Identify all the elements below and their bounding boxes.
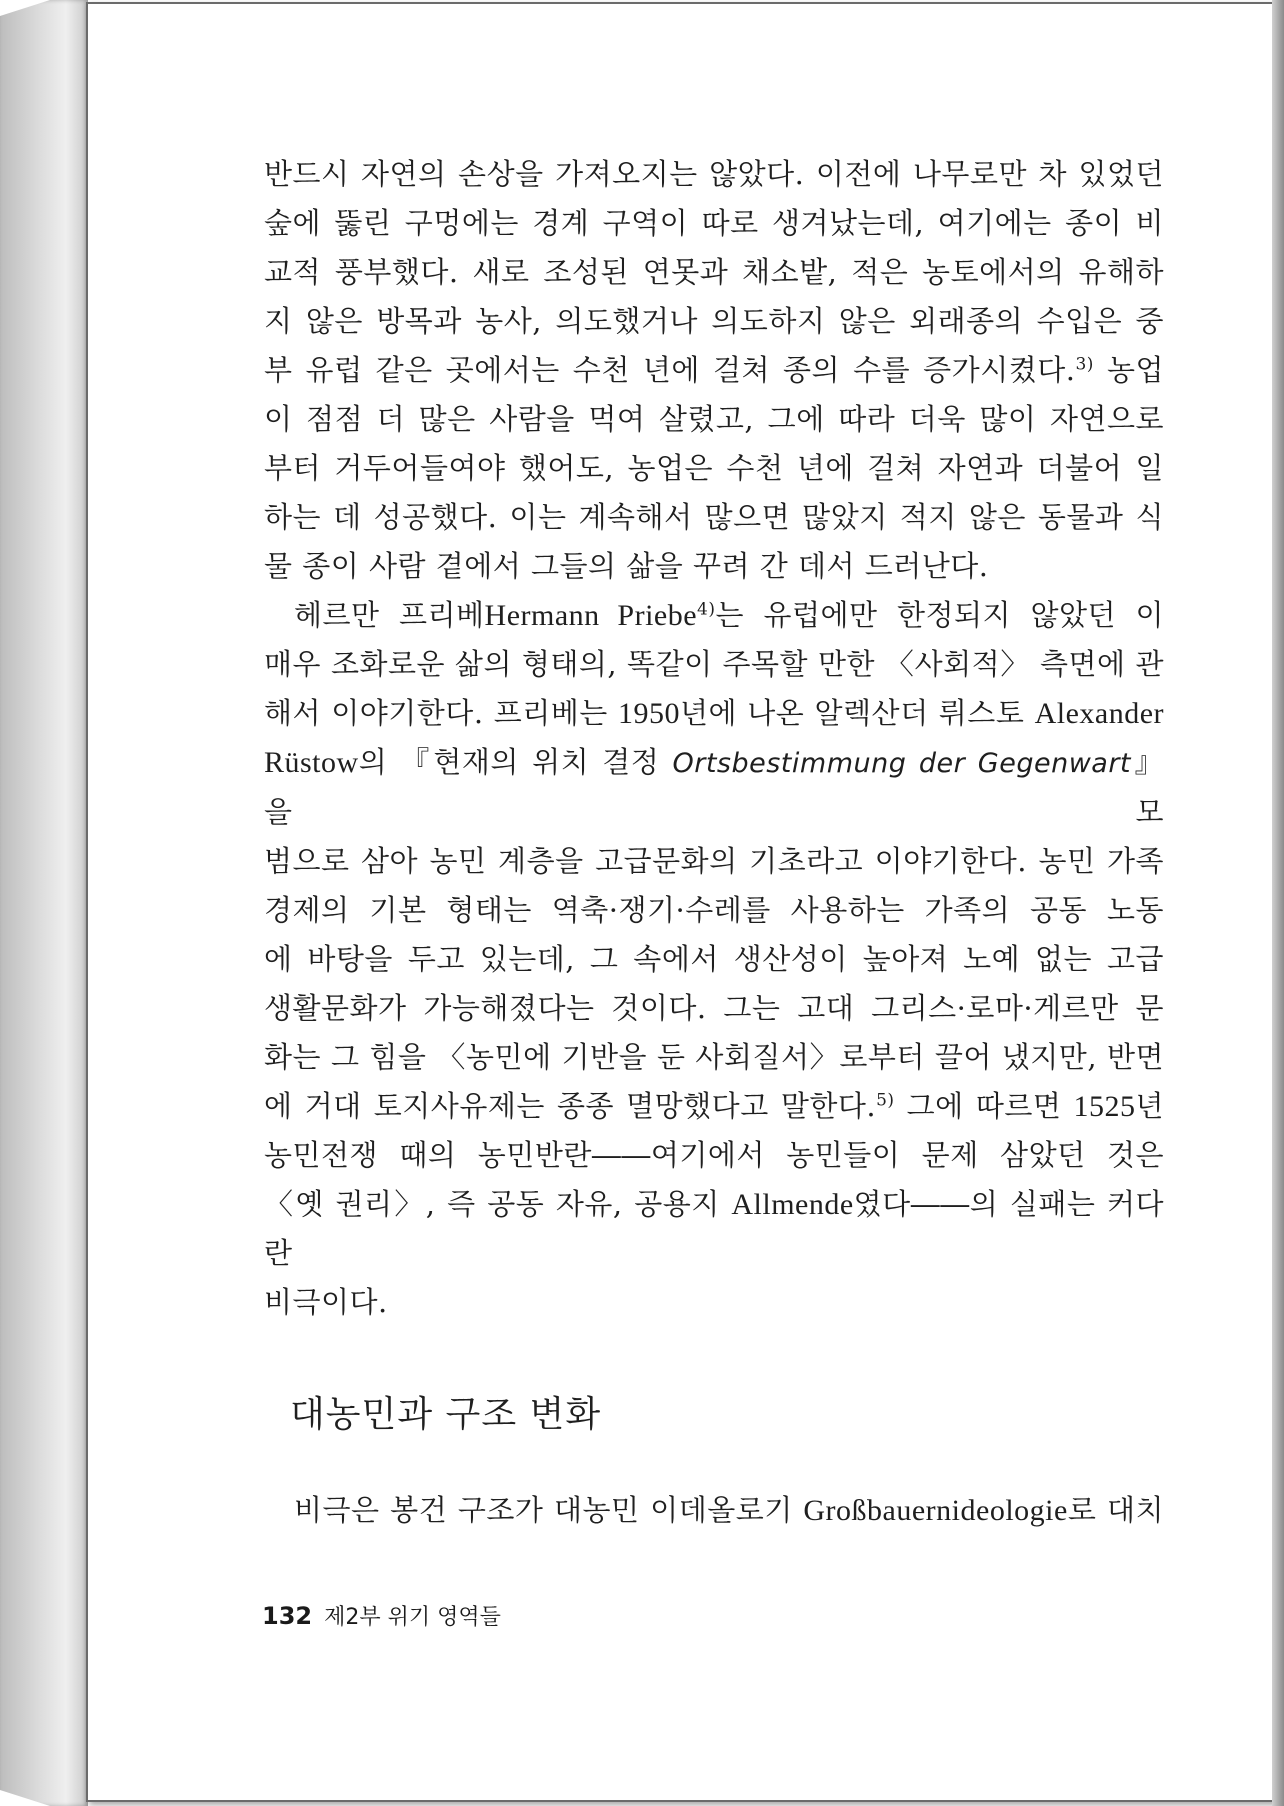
text-span: 는 유럽에만 한정되지 않았던 이 — [715, 598, 1164, 632]
page-edge — [1272, 0, 1284, 1806]
page-number: 132 — [262, 1602, 313, 1630]
paragraph-2-line-12 — [264, 1180, 1164, 1278]
year-1525: 1525 — [1073, 1090, 1136, 1123]
paragraph-1-line-8: 하는 데 성공했다. 이는 계속해서 많으면 많았지 적지 않은 동물과 식 — [264, 500, 1164, 534]
text-span: 헤르만 프리베 — [294, 598, 485, 632]
text-span: 〈옛 권리〉, 즉 공동 자유, 공용지 — [264, 1187, 732, 1221]
line-5-tail: 농업 — [1106, 353, 1164, 387]
paragraph-2-line-7: 에 바탕을 두고 있는데, 그 속에서 생산성이 높아져 노예 없는 고급 — [264, 942, 1164, 976]
paragraph-3 — [264, 1486, 1164, 1535]
paragraph-2-line-10 — [264, 1082, 1164, 1131]
footnote-mark-5: 5) — [876, 1090, 895, 1111]
name-rustow: Rüstow — [264, 746, 359, 779]
text-span: 해서 이야기한다. 프리베는 — [264, 696, 619, 730]
term-allmende: Allmende — [731, 1188, 854, 1221]
footnote-mark-4: 4) — [697, 599, 716, 620]
paragraph-2-line-3 — [264, 689, 1164, 738]
book-spine — [0, 0, 88, 1806]
page-footer — [262, 1600, 501, 1631]
year-1950: 1950 — [618, 697, 681, 730]
text-span: 에 거대 토지사유제는 종종 멸망했다고 말한다. — [264, 1089, 877, 1123]
paragraph-2-line-11: 농민전쟁 때의 농민반란――여기에서 농민들이 문제 삼았던 것은 — [264, 1138, 1164, 1172]
paragraph-1-line-2: 숲에 뚫린 구멍에는 경계 구역이 따로 생겨났는데, 여기에는 종이 비 — [264, 206, 1164, 240]
text-span: 년에 나온 알렉산더 뤼스토 — [680, 696, 1035, 730]
text-span: 그에 따르면 — [894, 1089, 1074, 1123]
paragraph-1-line-7: 부터 거두어들여야 했어도, 농업은 수천 년에 걸쳐 자연과 더불어 일 — [264, 451, 1164, 485]
book-title: Ortsbestimmung der Gegenwart — [672, 748, 1132, 779]
name-priebe: Hermann Priebe — [484, 599, 698, 632]
text-span: 년 — [1135, 1089, 1164, 1123]
paragraph-2-line-13: 비극이다. — [264, 1285, 388, 1319]
running-title: 제2부 위기 영역들 — [324, 1605, 501, 1630]
term-grossbauernideologie: Großbauernideologie — [803, 1494, 1068, 1527]
text-span: 』을 모 — [264, 745, 1164, 829]
paragraph-1-line-4: 지 않은 방목과 농사, 의도했거나 의도하지 않은 외래종의 수입은 중 — [264, 304, 1164, 338]
paragraph-1-line-1: 반드시 자연의 손상을 가져오지는 않았다. 이전에 나무로만 차 있었던 — [264, 157, 1164, 191]
paragraph-2-line-8: 생활문화가 가능해졌다는 것이다. 그는 고대 그리스·로마·게르만 문 — [264, 991, 1164, 1025]
paragraph-1-line-3: 교적 풍부했다. 새로 조성된 연못과 채소밭, 적은 농토에서의 유해하 — [264, 255, 1164, 289]
paragraph-1-line-9: 물 종이 사람 곁에서 그들의 삶을 꾸려 간 데서 드러난다. — [264, 549, 989, 583]
paragraph-2-line-2: 매우 조화로운 삶의 형태의, 똑같이 주목할 만한 〈사회적〉 측면에 관 — [264, 647, 1164, 681]
body-text — [264, 150, 1164, 1327]
text-span: 의 『현재의 위치 결정 — [358, 745, 673, 779]
paragraph-2-line-4 — [264, 738, 1164, 837]
paragraph-2-line-1 — [264, 591, 1164, 640]
paragraph-2-line-9: 화는 그 힘을 〈농민에 기반을 둔 사회질서〉로부터 끌어 냈지만, 반면 — [264, 1040, 1164, 1074]
paragraph-2-line-6: 경제의 기본 형태는 역축·쟁기·수레를 사용하는 가족의 공동 노동 — [264, 893, 1164, 927]
text-span: 로 대치 — [1067, 1493, 1164, 1527]
text-span: 비극은 봉건 구조가 대농민 이데올로기 — [294, 1493, 804, 1527]
name-alexander: Alexander — [1034, 697, 1164, 730]
line-5-text: 부 유럽 같은 곳에서는 수천 년에 걸쳐 종의 수를 증가시켰다. — [264, 353, 1076, 387]
text-span: 였다――의 실패는 커다란 — [264, 1187, 1164, 1270]
paragraph-2-line-5: 범으로 삼아 농민 계층을 고급문화의 기초라고 이야기한다. 농민 가족 — [264, 844, 1164, 878]
paragraph-1-line-5 — [264, 346, 1164, 395]
section-heading: 대농민과 구조 변화 — [290, 1394, 602, 1435]
paragraph-3-line-1 — [264, 1486, 1164, 1535]
paragraph-1-line-6: 이 점점 더 많은 사람을 먹여 살렸고, 그에 따라 더욱 많이 자연으로 — [264, 402, 1164, 436]
footnote-mark-3: 3) — [1075, 354, 1094, 375]
